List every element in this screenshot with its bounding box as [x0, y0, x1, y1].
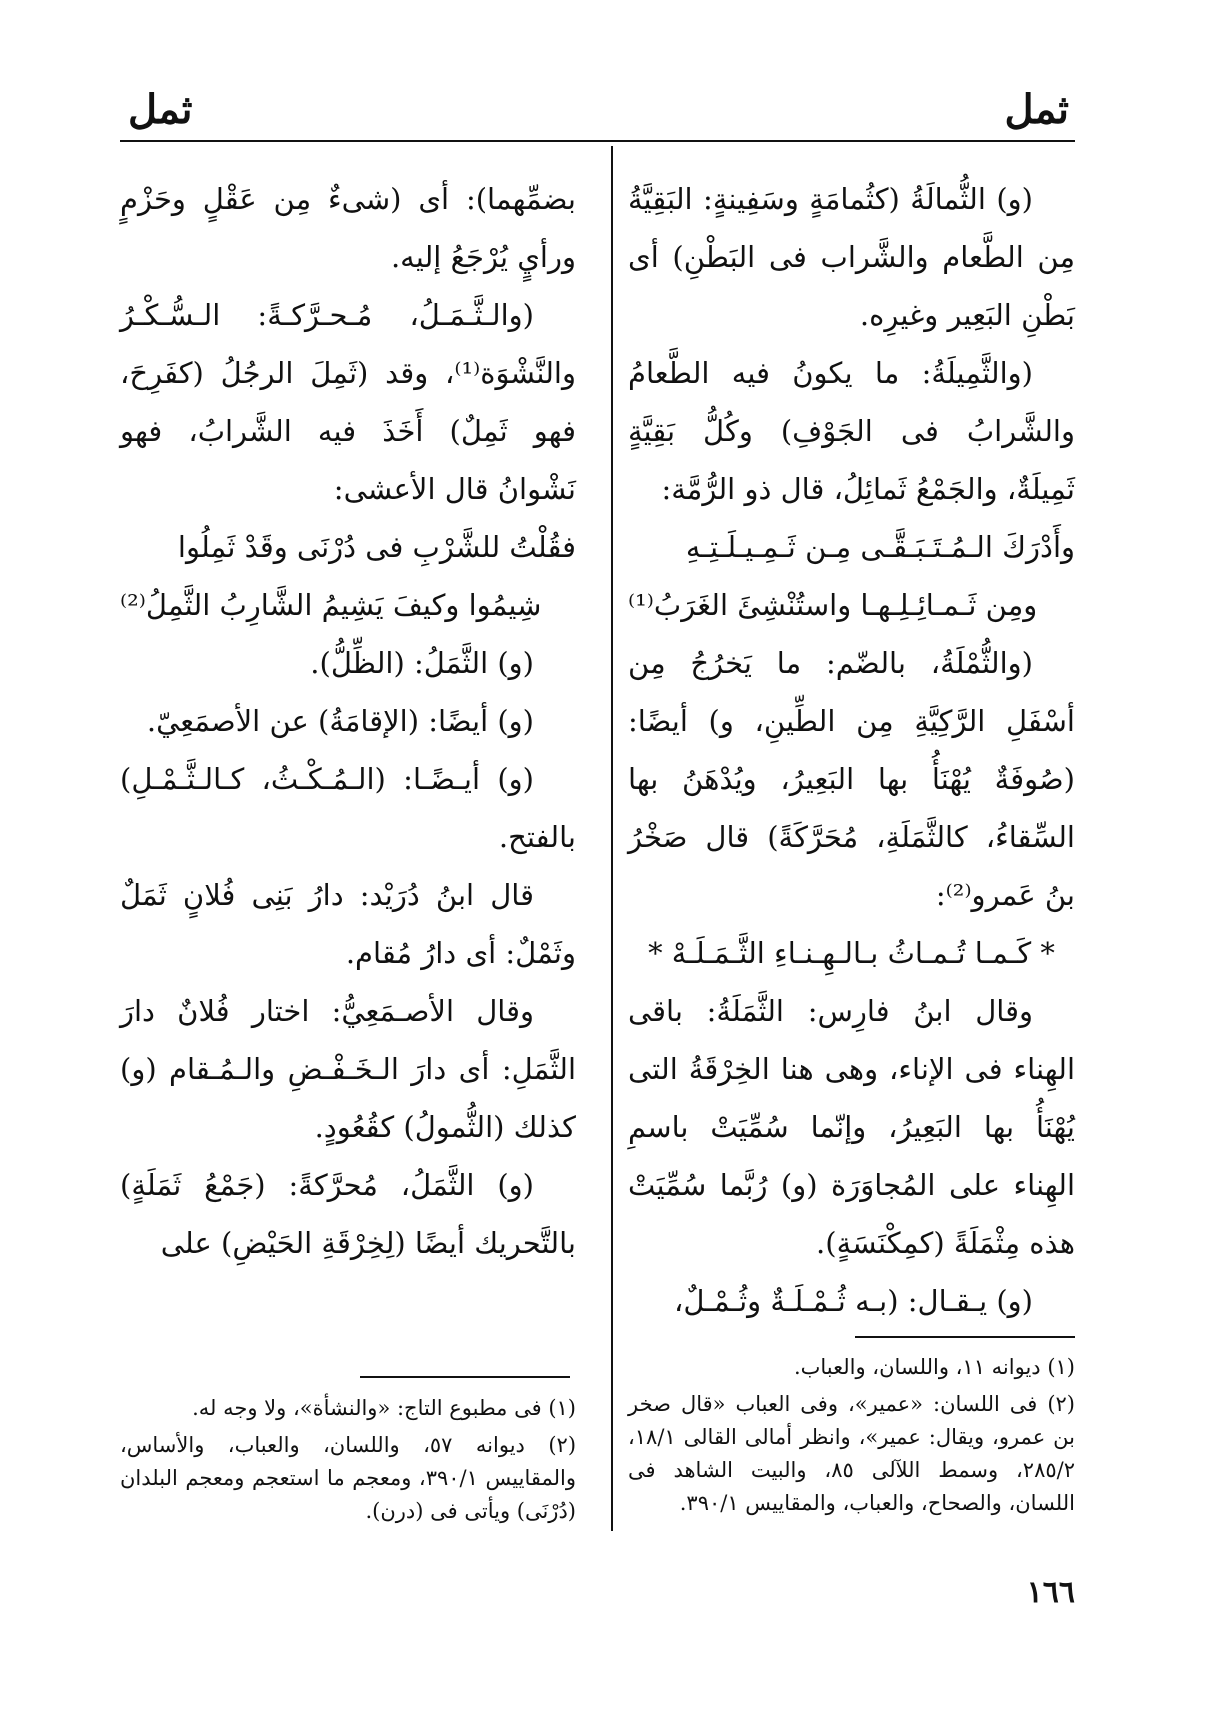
verse-hemistich-second: ومِن ثَـمـائِـلِـهـا واستُنْشِئَ الغَرَبُ⁽¹⁾: [628, 588, 1038, 622]
footnote-separator: [360, 1376, 570, 1378]
footnote: (١) ديوانه ١١، واللسان، والعباب.: [793, 1355, 1075, 1379]
entry-paragraph: (والثُّمْلَةُ، بالضّم: ما يَخرُجُ مِن أسْفَلِ الرَّكِيَّةِ مِن الطِّينِ، و) أيضًا: (صُوفَةٌ يُهْنَأُ بها البَعِيرُ، ويُدْهَنُ بها السِّقاءُ، كالثَّمَلَةِ، مُحَرَّكَةً) قال صَخْرُ بنُ عَمرو⁽²⁾:: [628, 646, 1075, 912]
entry-paragraph: وقال الأصـمَعِيُّ: اختار فُلانٌ دارَ الثَّمَلِ: أى دارَ الـخَـفْـضِ والـمُـقام (و) كذلك (الثُّمولُ) كقُعُودٍ.: [120, 994, 576, 1144]
entry-paragraph: (و) أيضًا: (الإقامَةُ) عن الأصمَعِيّ.: [146, 704, 534, 738]
running-headword-left: ثمل: [128, 86, 193, 133]
entry-paragraph: (والثَّمِيلَةُ: ما يكونُ فيه الطَّعامُ والشَّرابُ فى الجَوْفِ) وكُلُّ بَقِيَّةٍ ثَمِيلَةٌ، والجَمْعُ ثَمائِلُ، قال ذو الرُّمَّة:: [628, 356, 1075, 506]
verse-hemistich-second: شِيمُوا وكيفَ يَشِيمُ الشَّارِبُ الثَّمِلُ⁽²⁾: [120, 588, 542, 622]
footnote: (٢) ديوانه ٥٧، واللسان، والعباب، والأساس، والمقاييس ٣٩٠/١، ومعجم ما استعجم ومعجم البلدان (دُرْنَى) ويأتى فى (درن).: [120, 1433, 577, 1523]
footnote-separator: [855, 1336, 1075, 1338]
verse-line: * كَـمـا تُـمـاثُ بـالـهِـنـاءِ الثَّـمَـلَـهْ *: [648, 936, 1055, 970]
left-column: [120, 170, 576, 1272]
entry-paragraph: (و) أيـضًـا: (الـمُـكْـثُ، كـالـثَّـمْـلِ) بالفتح.: [120, 762, 576, 854]
footnote: (٢) فى اللسان: «عمير»، وفى العباب «قال صخر بن عمرو، ويقال: عمير»، وانظر أمالى القالى ١٨/١، ٢٨٥/٢، وسمط اللآلى ٨٥، والبيت الشاهد فى اللسان، والصحاح، والعباب، والمقاييس ٣٩٠/١.: [628, 1392, 1076, 1515]
page-header: [120, 82, 1075, 142]
entry-paragraph: قال ابنُ دُرَيْد: دارُ بَنِى فُلانٍ ثَمَلٌ وثَمْلٌ: أى دارُ مُقام.: [120, 878, 576, 970]
entry-paragraph: (و) يـقـال: (بـه ثُـمْـلَـةٌ وثُـمْـلٌ،: [674, 1284, 1033, 1318]
entry-paragraph: بضمِّهما): أى (شىءٌ مِن عَقْلٍ وحَزْمٍ ورأيٍ يُرْجَعُ إليه.: [120, 182, 576, 274]
entry-paragraph: (و) الثُّمالَةُ (كثُمامَةٍ وسَفِينةٍ: البَقِيَّةُ مِن الطَّعام والشَّراب فى البَطْنِ) أى بَطْنِ البَعِير وغيرِه.: [628, 182, 1075, 332]
page-number: ١٦٦: [1026, 1575, 1075, 1610]
verse-hemistich-first: فقُلْتُ للشَّرْبِ فى دُرْنَى وقَدْ ثَمِلُوا: [177, 530, 576, 564]
verse-hemistich-first: وأَدْرَكَ الـمُـتَـبَـقَّـى مِـن ثَـمِـيـلَـتِـهِ: [685, 530, 1075, 564]
entry-paragraph: (والـثَّـمَـلُ، مُـحـرَّكـةً: الـسُّـكْـرُ والنَّشْوَة⁽¹⁾، وقد (ثَمِلَ الرجُلُ (كفَرِحَ، فهو ثَمِلٌ) أَخَذَ فيه الشَّرابُ، فهو نَشْوانُ قال الأعشى:: [120, 298, 576, 506]
running-headword-right: ثمل: [1004, 86, 1069, 133]
entry-paragraph: (و) الثَّمَلُ، مُحرَّكةً: (جَمْعُ ثَمَلَةٍ) بالتَّحريك أيضًا (لِخِرْقَةِ الحَيْضِ) على: [120, 1168, 576, 1260]
entry-paragraph: وقال ابنُ فارِس: الثَّمَلَةُ: باقى الهِناء فى الإناء، وهى هنا الخِرْقَةُ التى يُهْنَأُ بها البَعِيرُ، وإنّما سُمِّيَتْ باسمِ الهِناء على المُجاوَرَة (و) رُبَّما سُمِّيَتْ هذه مِثْمَلَةً (كمِكْنَسَةٍ).: [628, 994, 1075, 1260]
left-footnotes: [120, 1392, 576, 1532]
footnote: (١) فى مطبوع التاج: «والنشأة»، ولا وجه له.: [192, 1396, 576, 1420]
right-column: [628, 170, 1075, 1330]
right-footnotes: [628, 1351, 1075, 1524]
column-divider: [611, 146, 613, 1531]
entry-paragraph: (و) الثَّمَلُ: (الظِّلُّ).: [310, 646, 534, 680]
